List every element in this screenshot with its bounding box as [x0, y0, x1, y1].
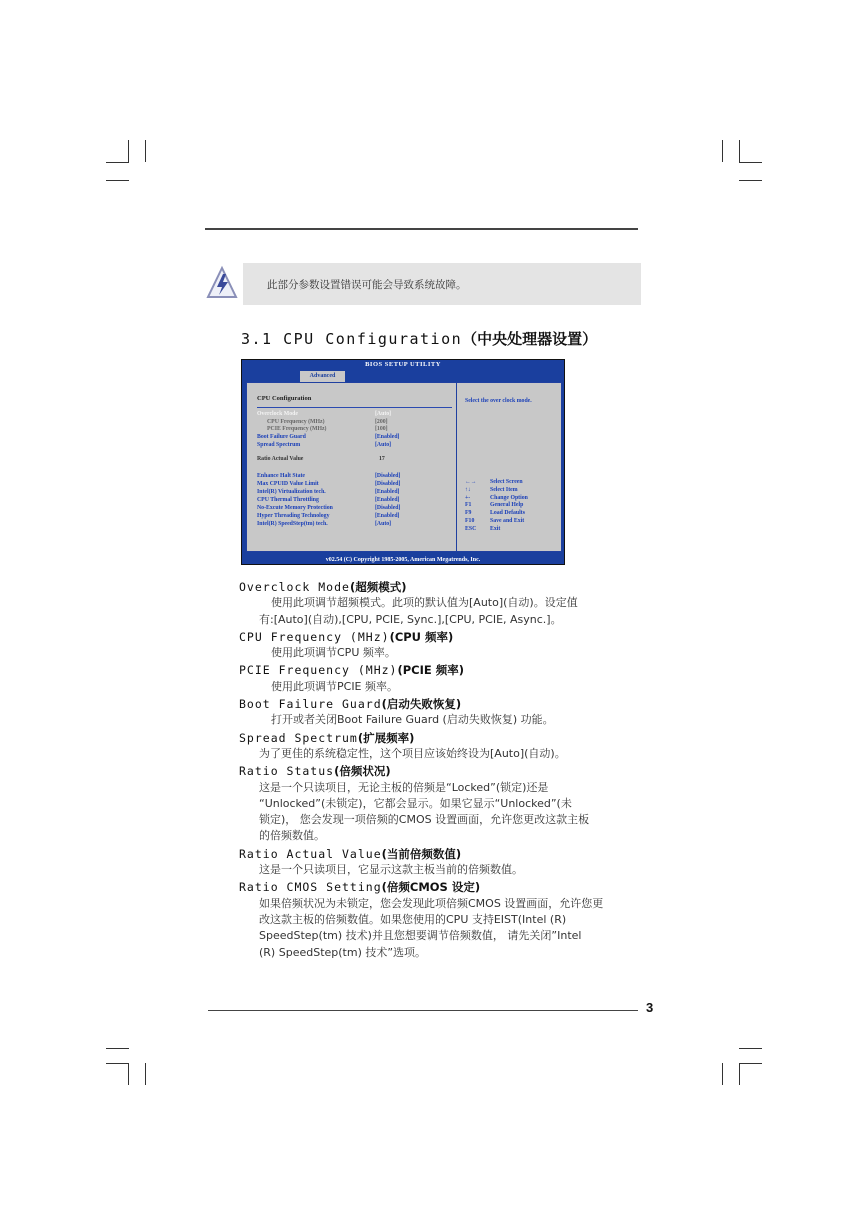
crop-mark [128, 140, 129, 162]
bios-setting-label[interactable]: Hyper Threading Technology [257, 513, 330, 519]
bios-key-hint [465, 518, 525, 524]
bios-setting-value[interactable]: [Auto] [375, 521, 392, 527]
bios-key-desc: Exit [490, 525, 501, 532]
bios-divider [257, 407, 452, 408]
item-heading [239, 879, 644, 895]
item-description-line: 使用此项调节超频模式。此项的默认值为[Auto](自动)。设定值 [271, 596, 578, 610]
bios-settings-pane [247, 383, 457, 551]
bios-key: F1 [465, 502, 472, 509]
item-description-line: “Unlocked”(未锁定)，它都会显示。如果它显示“Unlocked”(未 [259, 796, 572, 810]
item-heading [239, 629, 644, 645]
item-heading [239, 662, 644, 678]
bios-tab-advanced: Advanced [300, 371, 345, 382]
crop-mark [106, 180, 129, 181]
item-heading [239, 696, 644, 712]
section-title-en: 3.1 CPU Configuration [241, 330, 463, 348]
bios-title: BIOS SETUP UTILITY [365, 361, 441, 368]
bios-setting-label[interactable]: Intel(R) SpeedStep(tm) tech. [257, 521, 328, 527]
item-heading-cn: (PCIE 频率) [397, 663, 465, 678]
item-heading-en: Boot Failure Guard [239, 697, 382, 712]
bios-setting-value[interactable]: [Auto] [375, 411, 392, 417]
item-description-line: (R) SpeedStep(tm) 技术”选项。 [259, 945, 427, 959]
bios-setting-value[interactable]: [Enabled] [375, 434, 400, 440]
bios-key-desc: Select Screen [490, 479, 523, 485]
bios-key-desc: General Help [490, 502, 524, 509]
item-heading-cn: (超频模式) [349, 580, 407, 594]
bios-key-hint [465, 525, 501, 532]
bios-footer: v02.54 (C) Copyright 1985-2005, American Megatrends, Inc. [325, 557, 481, 563]
bios-key: ↑↓ [465, 486, 471, 493]
bios-key-hint [465, 494, 528, 501]
crop-mark [739, 180, 762, 181]
bios-setting-label[interactable]: Ratio Actual Value [257, 456, 304, 462]
bios-key: F9 [465, 510, 472, 517]
bios-setting-label[interactable]: Enhance Halt State [257, 473, 305, 479]
item-description-line: 使用此项调节CPU 频率。 [271, 646, 396, 660]
crop-mark [739, 162, 762, 163]
bios-help-pane [457, 383, 561, 551]
crop-mark [722, 1063, 723, 1085]
item-heading-en: CPU Frequency (MHz) [239, 629, 390, 644]
section-title-cn: （中央处理器设置） [462, 330, 598, 348]
bios-key: +- [465, 494, 471, 501]
bios-setting-value[interactable]: [Auto] [375, 442, 392, 448]
bios-key-hint [465, 502, 524, 509]
item-description-line: 使用此项调节PCIE 频率。 [271, 679, 399, 693]
crop-mark [128, 1063, 129, 1085]
section-title [241, 328, 597, 349]
bios-panel [246, 382, 562, 552]
bios-key-desc: Save and Exit [490, 518, 525, 524]
bios-setting-value[interactable]: [Disabled] [375, 505, 401, 511]
bios-key-desc: Load Defaults [490, 510, 525, 517]
bios-setting-label[interactable]: Max CPUID Value Limit [257, 481, 319, 487]
bios-heading: CPU Configuration [257, 395, 312, 402]
item-descriptions [239, 578, 644, 961]
crop-mark [739, 1063, 762, 1064]
crop-mark [145, 1063, 146, 1085]
item-description-line: 为了更佳的系统稳定性，这个项目应该始终设为[Auto](自动)。 [259, 746, 566, 760]
crop-mark [145, 140, 146, 162]
bios-setting-label[interactable]: Intel(R) Virtualization tech. [257, 489, 326, 495]
item-heading-en: Overclock Mode [239, 580, 350, 594]
item-heading-en: Ratio CMOS Setting [239, 880, 382, 895]
header-rule [205, 228, 638, 230]
bios-setting-value[interactable]: 17 [379, 456, 385, 462]
bios-screenshot [241, 359, 565, 565]
item-heading [239, 846, 644, 862]
item-heading-cn: (启动失败恢复) [381, 697, 462, 712]
item-heading-cn: (倍频CMOS 设定) [381, 880, 481, 895]
bios-setting-value[interactable]: [Enabled] [375, 497, 400, 503]
item-description-line: 打开或者关闭Boot Failure Guard (启动失败恢复) 功能。 [271, 713, 554, 727]
bios-setting-value[interactable]: [Disabled] [375, 481, 401, 487]
bios-key-hint [465, 486, 518, 493]
item-heading-cn: (CPU 频率) [389, 629, 454, 644]
caution-text: 此部分参数设置错误可能会导致系统故障。 [267, 279, 467, 291]
bios-setting-label[interactable]: No-Excute Memory Protection [257, 505, 333, 511]
warning-icon [205, 265, 239, 301]
item-description-line: 改这款主板的倍频数值。如果您使用的CPU 支持EIST(Intel (R) [259, 912, 567, 926]
crop-mark [106, 1063, 129, 1064]
item-description-line: SpeedStep(tm) 技术)并且您想要调节倍频数值， 请先关闭”Intel [259, 929, 582, 943]
bios-key: F10 [465, 518, 475, 524]
crop-mark [739, 1063, 740, 1085]
item-description-line: 如果倍频状况为未锁定，您会发现此项倍频CMOS 设置画面，允许您更 [259, 896, 604, 910]
bios-key-desc: Select Item [490, 486, 518, 493]
item-description-line: 这是一个只读项目，无论主板的倍频是“Locked”(锁定)还是 [259, 780, 549, 794]
item-heading [239, 730, 644, 746]
bios-key: ESC [465, 525, 477, 532]
item-heading [239, 763, 644, 779]
footer-rule [208, 1010, 638, 1011]
item-heading-en: Ratio Status [239, 764, 335, 779]
item-description-line: 的倍频数值。 [259, 829, 325, 843]
bios-setting-label[interactable]: Boot Failure Guard [257, 434, 306, 440]
caution-note [205, 263, 641, 305]
bios-key-hint [465, 510, 525, 517]
item-heading [239, 579, 644, 595]
bios-setting-label[interactable]: Spread Spectrum [257, 442, 301, 448]
bios-setting-label[interactable]: CPU Thermal Throttling [257, 497, 319, 503]
item-description-line: 这是一个只读项目，它显示这款主板当前的倍频数值。 [259, 863, 523, 877]
crop-mark [739, 1048, 762, 1049]
bios-help-text: Select the over clock mode. [465, 398, 532, 404]
bios-setting-label[interactable]: CPU Frequency (MHz) [267, 419, 325, 425]
bios-setting-value[interactable]: [100] [375, 426, 388, 432]
bios-key-desc: Change Option [490, 494, 528, 501]
bios-setting-value[interactable]: [Disabled] [375, 473, 401, 479]
bios-setting-value[interactable]: [Enabled] [375, 513, 400, 519]
item-heading-en: Spread Spectrum [239, 730, 358, 745]
item-heading-cn: (当前倍频数值) [381, 846, 462, 861]
bios-key: ←→ [465, 479, 477, 485]
bios-setting-value[interactable]: [Enabled] [375, 489, 400, 495]
crop-mark [722, 140, 723, 162]
item-heading-cn: (倍频状况) [334, 764, 391, 779]
item-heading-cn: (扩展频率) [357, 730, 415, 745]
item-description-line: 有:[Auto](自动),[CPU, PCIE, Sync.],[CPU, PCIE, Async.]。 [259, 612, 562, 626]
page-number: 3 [646, 1000, 654, 1015]
bios-setting-label[interactable]: PCIE Frequency (MHz) [267, 426, 327, 432]
crop-mark [739, 140, 740, 162]
bios-setting-label[interactable]: Overclock Mode [257, 411, 298, 417]
crop-mark [106, 162, 129, 163]
item-heading-en: Ratio Actual Value [239, 846, 382, 861]
item-description-line: 锁定)， 您会发现一项倍频的CMOS 设置画面，允许您更改这款主板 [259, 813, 590, 827]
item-heading-en: PCIE Frequency (MHz) [239, 663, 398, 678]
bios-setting-value[interactable]: [200] [375, 419, 388, 425]
bios-key-hint [465, 479, 523, 485]
crop-mark [106, 1048, 129, 1049]
